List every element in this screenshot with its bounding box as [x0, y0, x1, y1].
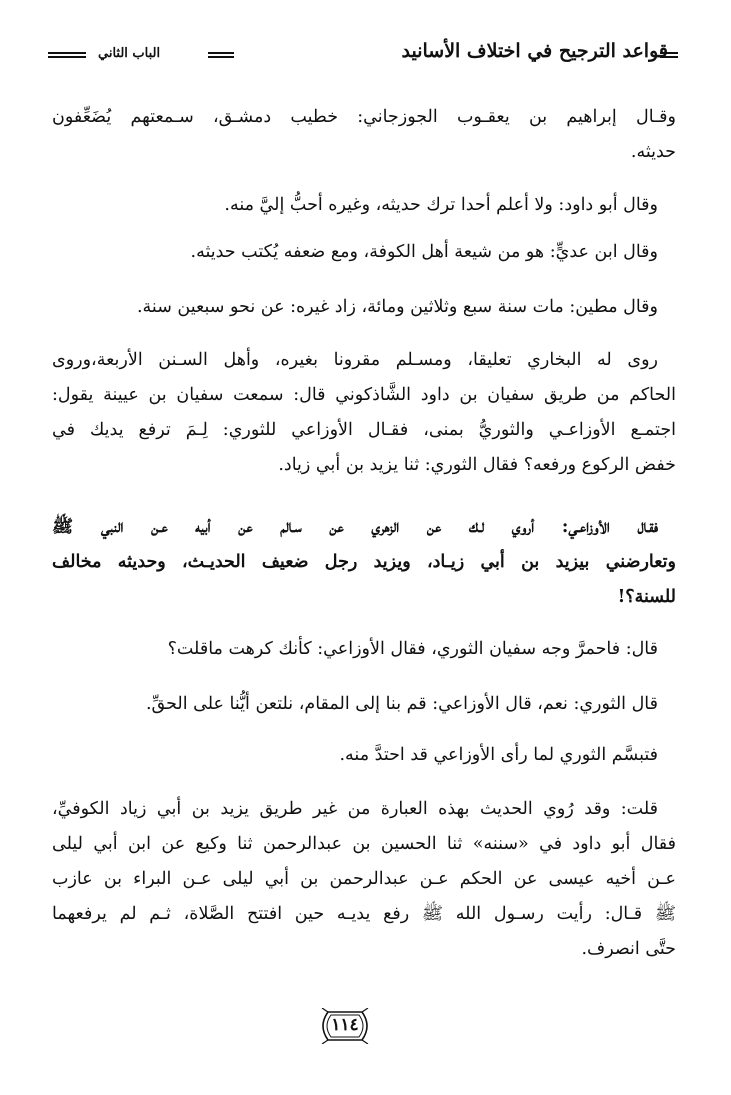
paragraph-awzai-reply: [52, 510, 676, 615]
paragraph-abu-dawud: [52, 188, 676, 223]
page-number-ornament: [316, 1008, 374, 1044]
text-line: عـن أخيه عيسى عن الحكم عـن عبدالرحمن بن أبي ليلى عـن البراء بن عازب: [52, 869, 676, 889]
paragraph-riwaya: [52, 343, 676, 483]
paragraph-jawzajani: [52, 100, 676, 170]
header-book-title: قواعد الترجيح في اختلاف الأسانيد: [401, 40, 668, 62]
text-line: وقال أبو داود: ولا أعلم أحدا ترك حديثه، وغيره أحبُّ إليَّ منه.: [224, 195, 658, 215]
text-line: قال: فاحمرَّ وجه سفيان الثوري، فقال الأوزاعي: كأنك كرهت ماقلت؟: [167, 639, 658, 659]
paragraph-thawri-yes: [52, 687, 676, 722]
page-number: ١١٤: [331, 1015, 359, 1035]
text-line: وتعارضني بيزيد بن أبي زيـاد، ويزيد رجل ضعيف الحديـث، وحديثه مخالف: [52, 552, 676, 572]
paragraph-qultu: [52, 792, 676, 967]
text-line: حتَّى انصرف.: [581, 939, 676, 959]
text-line: فقال أبو داود في «سننه» ثنا الحسين بن عبدالرحمن ثنا وكيع عن ابن أبي ليلى: [52, 834, 676, 854]
running-header: [48, 36, 668, 76]
text-line: روى له البخاري تعليقا، ومسـلم مقرونا بغيره، وأهل السـنن الأربعة،وروى: [52, 350, 658, 370]
text-line: فقـال الأوزاعـي: أروي لـك عن الزهري عن سـالم عن أبيه عـن النبي ﷺ: [52, 517, 658, 537]
header-ornament-left: [48, 52, 86, 58]
text-line: حديثه.: [630, 142, 676, 162]
text-line: خفض الركوع ورفعه؟ فقال الثوري: ثنا يزيد بن أبي زياد.: [278, 455, 676, 475]
text-line: وقال مطين: مات سنة سبع وثلاثين ومائة، زاد غيره: عن نحو سبعين سنة.: [136, 297, 658, 317]
paragraph-ibn-adi: [52, 235, 676, 270]
text-line: وقـال إبراهيم بن يعقـوب الجوزجاني: خطيب دمشـق، سـمعتهم يُضَعِّفون: [52, 107, 676, 127]
header-ornament-middle: [208, 52, 234, 58]
text-line: اجتمـع الأوزاعـي والثوريُّ بمنى، فقـال الأوزاعي للثوري: لِـمَ ترفع يديك في: [52, 420, 676, 440]
header-chapter: الباب الثاني: [98, 46, 161, 61]
paragraph-thawri-smile: [52, 738, 676, 773]
paragraph-mutayyan: [52, 290, 676, 325]
text-line: وقال ابن عديٍّ: هو من شيعة أهل الكوفة، ومع ضعفه يُكتب حديثه.: [190, 242, 658, 262]
text-line: ﷺ قـال: رأيت رسـول الله ﷺ رفع يديـه حين افتتح الصَّلاة، ثـم لم يرفعهما: [52, 904, 676, 924]
text-line: قال الثوري: نعم، قال الأوزاعي: قم بنا إلى المقام، نلتعن أيُّنا على الحقِّ.: [145, 694, 658, 714]
text-line: للسنة؟!: [617, 587, 676, 607]
paragraph-thawri-face: [52, 632, 676, 667]
text-line: قلت: وقد رُوي الحديث بهذه العبارة من غير طريق يزيد بن أبي زياد الكوفيِّ،: [52, 799, 658, 819]
text-line: فتبسَّم الثوري لما رأى الأوزاعي قد احتدَّ منه.: [339, 745, 658, 765]
text-line: الحاكم من طريق سفيان بن داود الشَّاذكوني قال: سمعت سفيان بن عيينة يقول:: [52, 385, 676, 405]
